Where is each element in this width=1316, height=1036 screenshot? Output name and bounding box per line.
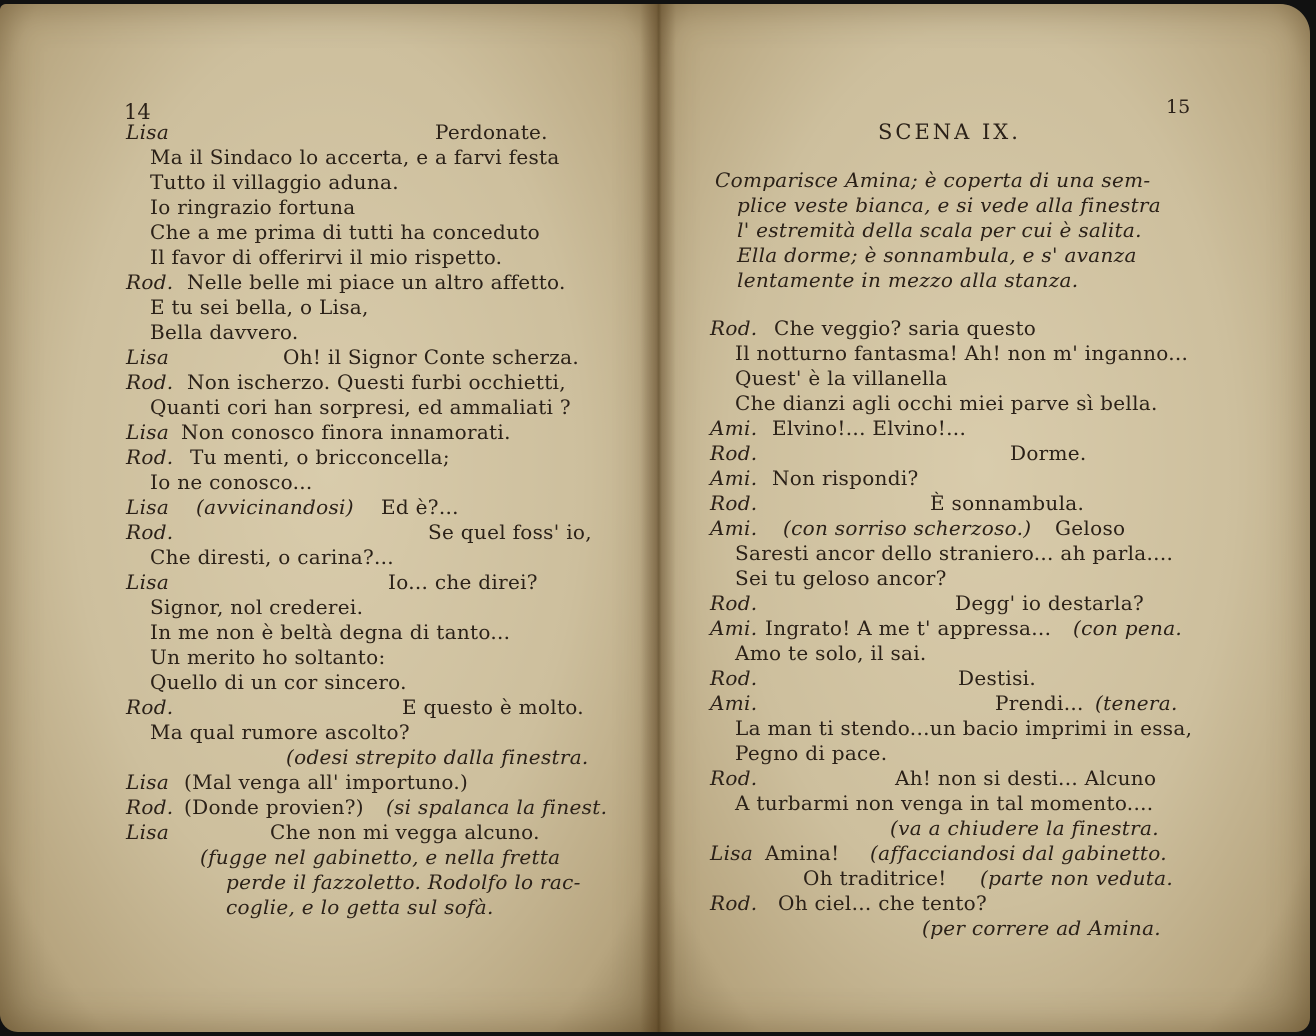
speaker-name: Rod. — [126, 795, 174, 819]
speaker-name: Ami. — [710, 691, 758, 715]
page-number: 15 — [1166, 96, 1191, 118]
dialogue-text: Il favor di offerirvi il mio rispetto. — [150, 245, 503, 269]
dialogue-text: Io ringrazio fortuna — [150, 195, 356, 219]
dialogue-text: È sonnambula. — [930, 491, 1085, 515]
dialogue-text: Non rispondi? — [772, 466, 919, 490]
dialogue-text: Quello di un cor sincero. — [150, 670, 407, 694]
speaker-name: Lisa — [710, 841, 754, 865]
scene-heading: SCENA IX. — [878, 120, 1021, 144]
stage-direction-line: Comparisce Amina; è coperta di una sem- — [715, 168, 1151, 192]
book-gutter — [640, 4, 676, 1032]
dialogue-text: Ah! non si desti... Alcuno — [895, 766, 1157, 790]
dialogue-text: Tu menti, o bricconcella; — [190, 445, 450, 469]
speaker-name: Ami. — [710, 416, 758, 440]
stage-direction: (fugge nel gabinetto, e nella fretta — [200, 845, 561, 869]
dialogue-text: Ma qual rumore ascolto? — [150, 720, 410, 744]
dialogue-text: Che non mi vegga alcuno. — [270, 820, 540, 844]
stage-direction: coglie, e lo getta sul sofà. — [226, 895, 494, 919]
speaker-name: Rod. — [126, 370, 174, 394]
stage-direction-line: l' estremità della scala per cui è salita. — [737, 218, 1142, 242]
dialogue-text: In me non è beltà degna di tanto... — [150, 620, 511, 644]
dialogue-text: Non ischerzo. Questi furbi occhietti, — [187, 370, 566, 394]
speaker-name: Rod. — [126, 270, 174, 294]
dialogue-text: Che diresti, o carina?... — [150, 545, 394, 569]
dialogue-text: Quest' è la villanella — [735, 366, 948, 390]
dialogue-text: Sei tu geloso ancor? — [735, 566, 947, 590]
dialogue-text: Dorme. — [1010, 441, 1087, 465]
stage-direction: (con pena. — [1073, 616, 1183, 640]
dialogue-text: Non conosco finora innamorati. — [181, 420, 511, 444]
dialogue-text: Perdonate. — [435, 120, 548, 144]
speaker-name: Lisa — [126, 770, 170, 794]
stage-direction: (si spalanca la finest. — [386, 795, 608, 819]
stage-direction: perde il fazzoletto. Rodolfo lo rac- — [226, 870, 581, 894]
stage-direction-line: Ella dorme; è sonnambula, e s' avanza — [737, 243, 1137, 267]
dialogue-text: Quanti cori han sorpresi, ed ammaliati ? — [150, 395, 571, 419]
speaker-name: Rod. — [126, 695, 174, 719]
dialogue-text: Oh! il Signor Conte scherza. — [283, 345, 579, 369]
dialogue-text: Che dianzi agli occhi miei parve sì bella. — [735, 391, 1158, 415]
dialogue-text: Che veggio? saria questo — [774, 316, 1037, 340]
stage-direction: (va a chiudere la finestra. — [890, 816, 1159, 840]
stage-direction: (tenera. — [1095, 691, 1178, 715]
dialogue-text: Nelle belle mi piace un altro affetto. — [187, 270, 566, 294]
dialogue-text: Che a me prima di tutti ha conceduto — [150, 220, 541, 244]
speaker-name: Rod. — [126, 520, 174, 544]
dialogue-text: Prendi... — [995, 691, 1084, 715]
speaker-name: Rod. — [710, 491, 758, 515]
dialogue-text: Un merito ho soltanto: — [150, 645, 386, 669]
dialogue-text: Tutto il villaggio aduna. — [150, 170, 399, 194]
speaker-name: Ami. — [710, 516, 758, 540]
speaker-name: Lisa — [126, 820, 170, 844]
dialogue-text: Io ne conosco... — [150, 470, 313, 494]
dialogue-text: (Mal venga all' importuno.) — [184, 770, 469, 794]
speaker-name: Lisa — [126, 345, 170, 369]
dialogue-text: Degg' io destarla? — [955, 591, 1144, 615]
stage-direction: (odesi strepito dalla finestra. — [286, 745, 589, 769]
speaker-name: Rod. — [710, 441, 758, 465]
dialogue-text: Destisi. — [958, 666, 1036, 690]
dialogue-text: Amo te solo, il sai. — [735, 641, 927, 665]
stage-direction-line: lentamente in mezzo alla stanza. — [737, 268, 1079, 292]
stage-direction: (avvicinandosi) — [196, 495, 354, 519]
stage-direction: (parte non veduta. — [980, 866, 1174, 890]
dialogue-text: Saresti ancor dello straniero... ah parla.... — [735, 541, 1174, 565]
dialogue-text: Il notturno fantasma! Ah! non m' inganno... — [735, 341, 1189, 365]
speaker-name: Rod. — [710, 891, 758, 915]
stage-direction-line: plice veste bianca, e si vede alla finestra — [737, 193, 1162, 217]
dialogue-text: Oh traditrice! — [803, 866, 947, 890]
dialogue-text: Oh ciel... che tento? — [778, 891, 988, 915]
speaker-name: Rod. — [126, 445, 174, 469]
speaker-name: Rod. — [710, 766, 758, 790]
dialogue-text: Pegno di pace. — [735, 741, 888, 765]
stage-direction: (con sorriso scherzoso.) — [783, 516, 1032, 540]
dialogue-text: La man ti stendo...un bacio imprimi in essa, — [735, 716, 1193, 740]
dialogue-text: Geloso — [1055, 516, 1126, 540]
speaker-name: Rod. — [710, 666, 758, 690]
dialogue-text: Bella davvero. — [150, 320, 299, 344]
dialogue-text: Ma il Sindaco lo accerta, e a farvi festa — [150, 145, 560, 169]
speaker-name: Rod. — [710, 316, 758, 340]
speaker-name: Lisa — [126, 495, 170, 519]
dialogue-text: Amina! — [765, 841, 840, 865]
dialogue-text: Io... che direi? — [388, 570, 538, 594]
speaker-name: Ami. — [710, 466, 758, 490]
dialogue-text: Ingrato! A me t' appressa... — [765, 616, 1052, 640]
dialogue-text: (Donde provien?) — [184, 795, 364, 819]
speaker-name: Ami. — [710, 616, 758, 640]
speaker-name: Lisa — [126, 570, 170, 594]
dialogue-text: A turbarmi non venga in tal momento.... — [735, 791, 1154, 815]
speaker-name: Lisa — [126, 120, 170, 144]
dialogue-text: Ed è?... — [381, 495, 459, 519]
dialogue-text: Elvino!... Elvino!... — [772, 416, 967, 440]
dialogue-text: E questo è molto. — [402, 695, 584, 719]
speaker-name: Lisa — [126, 420, 170, 444]
dialogue-text: Signor, nol crederei. — [150, 595, 364, 619]
speaker-name: Rod. — [710, 591, 758, 615]
stage-direction: (affacciandosi dal gabinetto. — [870, 841, 1167, 865]
page-number: 14 — [124, 100, 151, 124]
stage-direction: (per correre ad Amina. — [922, 916, 1161, 940]
dialogue-text: Se quel foss' io, — [428, 520, 592, 544]
dialogue-text: E tu sei bella, o Lisa, — [150, 295, 369, 319]
